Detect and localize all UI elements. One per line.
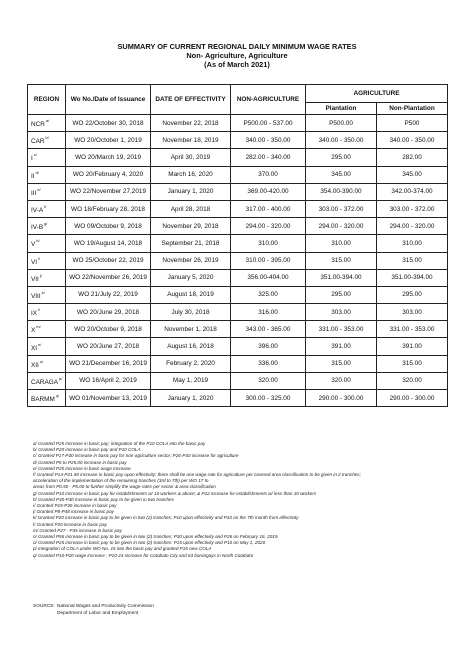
non-plantation-cell-text: 295.00 — [402, 291, 422, 299]
non-plantation-cell — [377, 390, 448, 407]
wo-cell-text: WO 20/October 9, 2018 — [74, 325, 142, 333]
wage-table-body — [28, 115, 448, 407]
wo-cell-text: WO 22/November 26, 2019 — [69, 274, 147, 282]
table-row — [28, 321, 448, 338]
non-plantation-cell-text: 342.00-374.00 — [391, 188, 433, 196]
plantation-cell — [306, 252, 377, 269]
footnote-line: c/ Granted P17-P30 increase in basic pay for non-agriculture sector; P26-P30 increase for agriculture — [33, 453, 239, 459]
wo-cell — [66, 218, 151, 235]
effectivity-cell-text: January 5, 2020 — [167, 274, 214, 282]
wo-cell — [66, 372, 151, 389]
plantation-cell-text: 295.00 — [331, 291, 351, 299]
region-cell — [28, 149, 66, 166]
plantation-cell-text: 294.00 - 320.00 — [318, 222, 364, 230]
table-row — [28, 390, 448, 407]
non-plantation-cell-text: 290.00 - 300.00 — [389, 394, 435, 402]
non-agriculture-cell — [231, 304, 306, 321]
non-agriculture-cell — [231, 269, 306, 286]
non-agriculture-cell — [231, 132, 306, 149]
footnote-marker: i/ — [38, 255, 41, 261]
effectivity-cell — [151, 149, 231, 166]
region-cell-text: X — [31, 327, 36, 335]
plantation-cell — [306, 355, 377, 372]
footnote-line: g/ Granted P10 increase in basic pay for establishments w/ 10 workers & above; & P12 increase for establishments w/ less than 10 workers — [33, 490, 317, 496]
non-agriculture-cell — [231, 200, 306, 217]
wo-cell-text: WO 18/February 28, 2018 — [71, 205, 145, 213]
non-agriculture-cell-text: 343.00 - 365.00 — [245, 325, 291, 333]
wo-cell-text: WO 22/October 30, 2018 — [72, 119, 144, 127]
effectivity-cell-text: January 1, 2020 — [167, 394, 214, 402]
plantation-cell — [306, 218, 377, 235]
non-agriculture-cell — [231, 149, 306, 166]
non-agriculture-cell — [231, 218, 306, 235]
effectivity-cell-text: November 22, 2018 — [162, 119, 219, 127]
region-cell — [28, 372, 66, 389]
non-plantation-cell — [377, 218, 448, 235]
document-subtitle: Non- Agriculture, Agriculture — [186, 51, 288, 60]
non-plantation-cell-text: 340.00 - 350.00 — [389, 136, 435, 144]
effectivity-cell-text: January 1, 2020 — [167, 188, 214, 196]
wo-cell — [66, 390, 151, 407]
footnote-line: acceleration of the implementation of the remaining tranches (3rd to 7th) per WO 17 to — [33, 478, 209, 484]
region-cell — [28, 200, 66, 217]
wo-cell-text: WO 20/June 29, 2018 — [76, 308, 140, 316]
plantation-cell-text: 295.00 — [331, 153, 351, 161]
non-agriculture-cell-text: 310.00 - 395.00 — [245, 257, 291, 265]
region-cell-text: CAR — [31, 138, 45, 146]
non-agriculture-cell-text: 294.00 - 320.00 — [245, 222, 291, 230]
wo-cell-text: WO 21/December 16, 2019 — [69, 360, 147, 368]
wo-cell — [66, 132, 151, 149]
effectivity-cell — [151, 321, 231, 338]
non-agriculture-cell — [231, 286, 306, 303]
non-agriculture-cell-text: 325.00 — [258, 291, 278, 299]
footnote-marker: a/ — [45, 118, 50, 124]
non-plantation-cell — [377, 149, 448, 166]
wo-cell-text: WO 21/July 22, 2019 — [78, 291, 138, 299]
region-cell — [28, 355, 66, 372]
region-cell-text: XII — [31, 361, 39, 369]
region-cell — [28, 166, 66, 183]
region-cell-text: NCR — [31, 121, 45, 129]
table-row — [28, 166, 448, 183]
wo-cell — [66, 252, 151, 269]
region-cell — [28, 132, 66, 149]
footnote-marker: q/ — [55, 393, 60, 399]
wo-cell — [66, 200, 151, 217]
table-row — [28, 338, 448, 355]
effectivity-cell — [151, 183, 231, 200]
non-plantation-cell-text: 351.00-394.00 — [391, 274, 433, 282]
region-cell — [28, 269, 66, 286]
plantation-cell — [306, 166, 377, 183]
effectivity-cell — [151, 132, 231, 149]
footnote-line: m/ Granted P27 - P35 increase in basic pay — [33, 527, 122, 533]
effectivity-cell-text: July 30, 2018 — [171, 308, 210, 316]
non-agriculture-cell — [231, 390, 306, 407]
region-cell-text: VII — [31, 275, 39, 283]
non-plantation-cell — [377, 321, 448, 338]
effectivity-cell — [151, 372, 231, 389]
effectivity-cell — [151, 286, 231, 303]
non-plantation-cell-text: 303.00 — [402, 308, 422, 316]
effectivity-cell — [151, 166, 231, 183]
non-plantation-cell-text: 391.00 — [402, 343, 422, 351]
footnote-marker: c/ — [33, 152, 37, 158]
plantation-cell — [306, 269, 377, 286]
region-cell-text: IV-A — [31, 207, 44, 215]
non-plantation-cell — [377, 200, 448, 217]
non-agriculture-cell-text: 282.00 - 340.00 — [245, 153, 291, 161]
table-row — [28, 355, 448, 372]
region-cell — [28, 338, 66, 355]
footnote-marker: p/ — [59, 375, 63, 381]
footnote-line: b/ Granted P20 increase in basic pay and P10 COLA — [33, 447, 141, 453]
plantation-cell-text: 315.00 — [331, 257, 351, 265]
wo-cell — [66, 355, 151, 372]
effectivity-cell-text: April 30, 2019 — [170, 153, 211, 161]
region-cell-text: XI — [31, 344, 38, 352]
effectivity-cell — [151, 252, 231, 269]
plantation-cell — [306, 372, 377, 389]
non-agriculture-cell-text: 317.00 - 400.00 — [245, 205, 291, 213]
effectivity-cell-text: April 28, 2018 — [170, 205, 211, 213]
non-plantation-cell — [377, 269, 448, 286]
table-row — [28, 218, 448, 235]
region-cell-text: I — [31, 155, 33, 163]
effectivity-cell — [151, 338, 231, 355]
footnote-marker: m/ — [36, 324, 41, 330]
header-effectivity: DATE OF EFFECTIVITY — [151, 85, 231, 115]
non-agriculture-cell-text: 340.00 - 350.00 — [245, 136, 291, 144]
footnote-line: j/ Granted P8-P48 increase in basic pay — [33, 509, 114, 515]
footnote-line: p/ Integration of COLA under WO No. 15 into the basic pay and granted P15 new COLA — [33, 546, 212, 552]
region-cell-text: BARMM — [31, 396, 55, 404]
region-cell-text: IX — [31, 310, 38, 318]
footnote-line: l/ Granted P20 increase in basic pay — [33, 521, 107, 527]
plantation-cell-text: 391.00 — [331, 343, 351, 351]
non-agriculture-cell-text: P500.00 - 537.00 — [243, 119, 293, 127]
header-wo: Wo No./Date of Issuance — [66, 85, 151, 115]
footnote-marker: g/ — [44, 221, 48, 227]
wo-cell — [66, 183, 151, 200]
non-plantation-cell — [377, 166, 448, 183]
footnote-marker: e/ — [37, 186, 41, 192]
non-plantation-cell — [377, 183, 448, 200]
region-cell-text: VIII — [31, 292, 41, 300]
source-line-2: Department of Labor and Employment — [57, 610, 139, 616]
non-plantation-cell — [377, 355, 448, 372]
footnote-line: h/ Granted P30-P30 increase in basic pay to be given in two tranches — [33, 496, 174, 502]
table-row — [28, 304, 448, 321]
table-row — [28, 286, 448, 303]
plantation-cell-text: 351.00-394.00 — [320, 274, 362, 282]
source-label: SOURCE: — [33, 604, 55, 609]
footnote-marker: n/ — [38, 341, 42, 347]
wo-cell-text: WO 20/June 27, 2018 — [76, 343, 140, 351]
wo-cell — [66, 115, 151, 132]
plantation-cell-text: P500.00 — [329, 119, 353, 127]
footnote-marker: o/ — [39, 358, 44, 364]
effectivity-cell-text: March 16, 2020 — [168, 171, 213, 179]
non-agriculture-cell — [231, 183, 306, 200]
non-agriculture-cell-text: 356.00-404.00 — [247, 274, 289, 282]
region-cell — [28, 115, 66, 132]
non-agriculture-cell-text: 369.00-420.00 — [247, 188, 289, 196]
footnote-line: a/ Granted P25 increase in basic pay; integration of the P10 COLA into the basic pay — [33, 441, 206, 446]
footnote-marker: d/ — [35, 169, 39, 175]
wo-cell — [66, 321, 151, 338]
non-agriculture-cell-text: 336.00 — [258, 360, 278, 368]
wo-cell — [66, 286, 151, 303]
table-row — [28, 252, 448, 269]
non-plantation-cell-text: 282.00 — [402, 153, 422, 161]
region-cell — [28, 218, 66, 235]
wo-cell-text: WO 20/February 4, 2020 — [72, 171, 144, 179]
wo-cell-text: WO 20/October 1, 2019 — [74, 136, 142, 144]
table-row — [28, 149, 448, 166]
non-agriculture-cell — [231, 115, 306, 132]
header-non-agriculture: NON-AGRICULTURE — [231, 85, 306, 115]
effectivity-cell-text: August 18, 2019 — [167, 291, 214, 299]
footnote-marker: f/ — [44, 204, 47, 210]
table-row — [28, 132, 448, 149]
region-cell — [28, 286, 66, 303]
non-agriculture-cell-text: 320.00 — [258, 377, 278, 385]
region-cell — [28, 235, 66, 252]
effectivity-cell — [151, 355, 231, 372]
footnote-marker: l/ — [38, 307, 41, 313]
footnotes — [33, 441, 453, 559]
non-plantation-cell-text: P500 — [404, 119, 420, 127]
footnote-marker: k/ — [41, 289, 45, 295]
effectivity-cell-text: May 1, 2019 — [172, 377, 209, 385]
region-cell — [28, 304, 66, 321]
non-plantation-cell — [377, 304, 448, 321]
footnote-line: n/ Granted P56 increase in basic pay to be given in two (2) tranches; P30 upon effectivity and P26 on February 16, 2019. — [33, 534, 279, 540]
footnote-line: o/ Granted P25 increase in basic pay to be given in two (2) tranches: P15 upon effectivity and P10 on May 1, 2020 — [33, 540, 266, 546]
region-cell-text: IV-B — [31, 224, 44, 232]
effectivity-cell-text: November 18, 2019 — [162, 136, 219, 144]
plantation-cell — [306, 115, 377, 132]
wo-cell-text: WO 20/March 19, 2019 — [74, 153, 142, 161]
non-plantation-cell — [377, 286, 448, 303]
effectivity-cell — [151, 235, 231, 252]
non-plantation-cell-text: 315.00 — [402, 257, 422, 265]
effectivity-cell-text: November 1, 2018 — [164, 325, 217, 333]
footnote-line: d/ Granted P5 to P25.00 increase in basic pay — [33, 459, 127, 465]
footnote-marker: b/ — [45, 135, 49, 141]
table-row — [28, 200, 448, 217]
table-row — [28, 235, 448, 252]
region-cell — [28, 183, 66, 200]
table-row — [28, 115, 448, 132]
non-plantation-cell — [377, 115, 448, 132]
header-agriculture: AGRICULTURE — [306, 85, 448, 103]
footnote-line: i/ Granted P15-P30 increase in basic pay — [33, 503, 117, 509]
plantation-cell-text: 320.00 — [331, 377, 351, 385]
plantation-cell — [306, 390, 377, 407]
non-agriculture-cell — [231, 166, 306, 183]
non-plantation-cell-text: 310.00 — [402, 239, 422, 247]
source-block — [33, 604, 154, 617]
effectivity-cell — [151, 218, 231, 235]
non-agriculture-cell-text: 396.00 — [258, 343, 278, 351]
plantation-cell — [306, 321, 377, 338]
plantation-cell-text: 315.00 — [331, 360, 351, 368]
plantation-cell-text: 331.00 - 353.00 — [318, 325, 364, 333]
header-non-plantation: Non-Plantation — [377, 103, 448, 115]
effectivity-cell-text: September 21, 2018 — [161, 239, 220, 247]
table-row — [28, 269, 448, 286]
region-cell — [28, 321, 66, 338]
plantation-cell — [306, 200, 377, 217]
non-plantation-cell — [377, 252, 448, 269]
region-cell — [28, 390, 66, 407]
non-agriculture-cell-text: 316.00 — [258, 308, 278, 316]
footnote-marker: j/ — [39, 272, 42, 278]
region-cell-text: VI — [31, 258, 38, 266]
non-agriculture-cell-text: 370.00 — [258, 171, 278, 179]
non-plantation-cell — [377, 235, 448, 252]
non-agriculture-cell — [231, 372, 306, 389]
effectivity-cell-text: August 16, 2018 — [167, 343, 214, 351]
plantation-cell-text: 290.00 - 300.00 — [318, 394, 364, 402]
plantation-cell — [306, 235, 377, 252]
non-plantation-cell-text: 294.00 - 320.00 — [389, 222, 435, 230]
plantation-cell — [306, 132, 377, 149]
non-plantation-cell-text: 315.00 — [402, 360, 422, 368]
region-cell-text: V — [31, 241, 36, 249]
wo-cell-text: WO 09/October 9, 2018 — [74, 222, 142, 230]
region-cell-text: II — [31, 172, 35, 180]
header-plantation: Plantation — [306, 103, 377, 115]
plantation-cell — [306, 183, 377, 200]
effectivity-cell-text: November 26, 2019 — [162, 257, 219, 265]
wo-cell-text: WO 22/November 27,2019 — [69, 188, 147, 196]
plantation-cell-text: 303.00 - 372.00 — [318, 205, 364, 213]
non-plantation-cell-text: 320.00 — [402, 377, 422, 385]
non-plantation-cell-text: 331.00 - 353.00 — [389, 325, 435, 333]
region-cell-text: III — [31, 189, 37, 197]
wo-cell-text: WO 25/October 22, 2019 — [72, 257, 144, 265]
plantation-cell — [306, 338, 377, 355]
effectivity-cell-text: February 2, 2020 — [166, 360, 215, 368]
document-title: SUMMARY OF CURRENT REGIONAL DAILY MINIMUM WAGE RATES — [117, 42, 357, 51]
footnote-line: e/ Granted P20 increase in basic wage increase. — [33, 465, 132, 471]
non-agriculture-cell — [231, 252, 306, 269]
wo-cell — [66, 166, 151, 183]
plantation-cell-text: 310.00 — [331, 239, 351, 247]
effectivity-cell — [151, 115, 231, 132]
non-agriculture-cell — [231, 235, 306, 252]
region-cell — [28, 252, 66, 269]
footnote-line: q/ Granted P10-P20 wage increase ; P10-24 increase for Cotabato City and 63 barangays in North Cotabato — [33, 552, 254, 558]
source-line-1: National Wages and Productivity Commission — [57, 604, 154, 609]
footnote-line: areas from P0.50 - P5.00 to further simplify the wage rates per sector & area classification — [33, 484, 216, 490]
wo-cell — [66, 338, 151, 355]
non-agriculture-cell-text: 300.00 - 325.00 — [245, 394, 291, 402]
region-cell-text: CARAGA — [31, 378, 58, 386]
non-agriculture-cell — [231, 355, 306, 372]
plantation-cell — [306, 149, 377, 166]
plantation-cell-text: 340.00 - 350.00 — [318, 136, 364, 144]
plantation-cell-text: 303.00 — [331, 308, 351, 316]
table-row — [28, 183, 448, 200]
wo-cell — [66, 269, 151, 286]
non-plantation-cell-text: 303.00 - 372.00 — [389, 205, 435, 213]
non-plantation-cell — [377, 338, 448, 355]
effectivity-cell-text: November 29, 2018 — [162, 222, 219, 230]
plantation-cell-text: 354.00-390.00 — [320, 188, 362, 196]
wo-cell-text: WO 19/August 14, 2018 — [73, 239, 143, 247]
plantation-cell — [306, 286, 377, 303]
footnote-marker: h/ — [36, 238, 40, 244]
non-agriculture-cell — [231, 338, 306, 355]
wo-cell — [66, 149, 151, 166]
effectivity-cell — [151, 390, 231, 407]
footnote-line: k/ Granted P20 increase in basic pay to be given in two (2) tranches; P10 upon effectivity and P10 on the 7th month from effectivity — [33, 515, 299, 521]
plantation-cell-text: 345.00 — [331, 171, 351, 179]
effectivity-cell — [151, 200, 231, 217]
non-agriculture-cell-text: 310.00 — [258, 239, 278, 247]
wo-cell-text: WO 16/April 2, 2019 — [79, 377, 137, 385]
document-date: (As of March 2021) — [204, 60, 270, 69]
wo-cell — [66, 304, 151, 321]
non-plantation-cell-text: 345.00 — [402, 171, 422, 179]
non-plantation-cell — [377, 372, 448, 389]
effectivity-cell — [151, 304, 231, 321]
table-row — [28, 372, 448, 389]
wage-table — [27, 84, 448, 407]
plantation-cell — [306, 304, 377, 321]
non-agriculture-cell — [231, 321, 306, 338]
non-plantation-cell — [377, 132, 448, 149]
footnote-line: f/ Granted P14-P21.50 increase in basic pay upon effectivity; there shall be one wage rate for agriculture per covered area classification to be given in 2 tranches; — [33, 472, 361, 478]
effectivity-cell — [151, 269, 231, 286]
wo-cell — [66, 235, 151, 252]
header-region: REGION — [28, 85, 66, 115]
wo-cell-text: WO 01/November 13, 2019 — [69, 394, 147, 402]
